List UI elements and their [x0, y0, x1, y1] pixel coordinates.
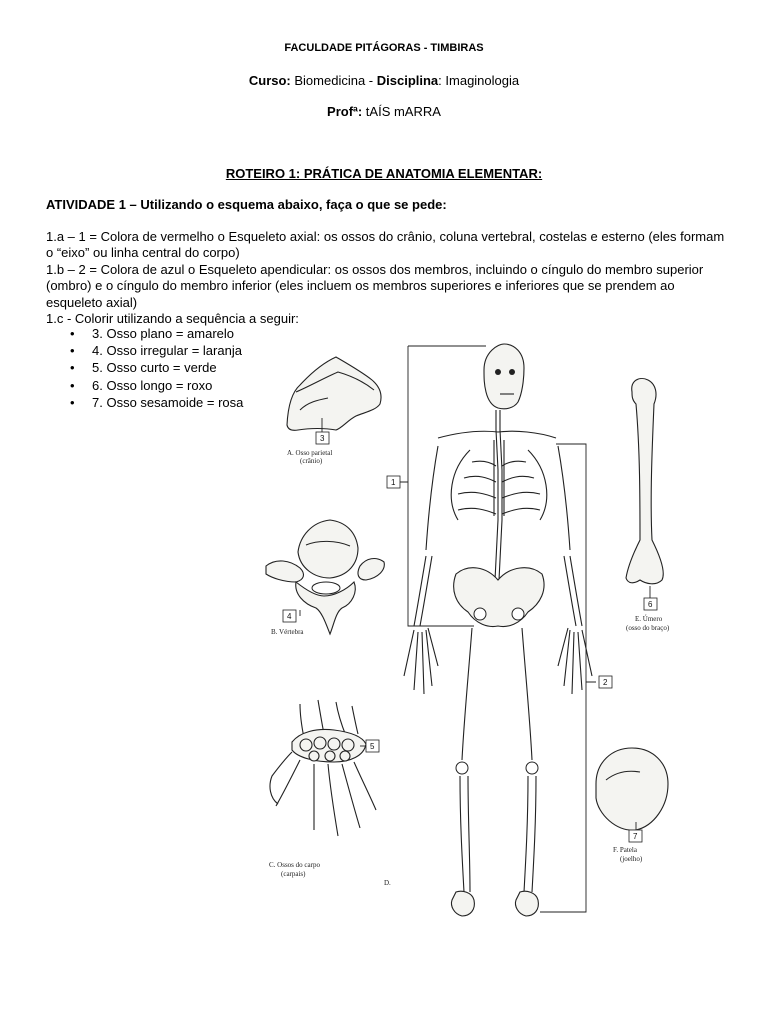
bullet-icon: • — [70, 343, 75, 359]
list-item-text: 3. Osso plano = amarelo — [92, 326, 234, 341]
carpal-bones-illustration — [269, 700, 379, 878]
label-3: 3 — [320, 434, 325, 443]
label-2: 2 — [603, 678, 608, 687]
course-label: Curso: — [248, 73, 291, 88]
caption-carpal-sub: (carpais) — [281, 870, 306, 878]
discipline-value: : Imaginologia — [438, 73, 520, 88]
prof-label: Profª: — [327, 104, 363, 119]
list-item-text: 6. Osso longo = roxo — [92, 377, 213, 393]
bullet-icon: • — [70, 326, 75, 341]
caption-humerus: E. Úmero — [635, 615, 663, 623]
patella-illustration — [596, 748, 668, 863]
label-7: 7 — [633, 832, 638, 841]
caption-vertebra: B. Vértebra — [271, 628, 304, 636]
institution-name: FACULDADE PITÁGORAS - TIMBIRAS — [284, 42, 484, 54]
full-skeleton-illustration — [387, 344, 612, 916]
instruction-1c: 1.c - Colorir utilizando a sequência a seguir: — [46, 311, 299, 326]
activity-title: ATIVIDADE 1 – Utilizando o esquema abaixo, faça o que se pede: — [46, 197, 447, 212]
discipline-label: Disciplina — [376, 73, 439, 88]
label-1: 1 — [391, 478, 396, 487]
vertebra-illustration — [266, 520, 384, 636]
list-item-text: 7. Osso sesamoide = rosa — [92, 394, 244, 410]
parietal-bone-illustration — [287, 357, 381, 465]
prof-value: tAÍS mARRA — [362, 104, 441, 119]
humerus-illustration — [626, 379, 670, 633]
caption-skeleton: D. — [384, 879, 391, 887]
instruction-1b: 1.b – 2 = Colora de azul o Esqueleto apendicular: os ossos dos membros, incluindo o cíngulo do membro superior (ombro) e o cíngulo do membro inferior (eles incluem os membros superiores e inferiores que se prendem ao esqueleto axial) — [46, 262, 704, 310]
bullet-icon: • — [70, 394, 75, 410]
caption-patella: F. Patela — [613, 846, 637, 854]
caption-parietal-sub: (crânio) — [300, 457, 323, 465]
caption-patella-sub: (joelho) — [620, 855, 643, 863]
list-item-text: 4. Osso irregular = laranja — [92, 343, 242, 359]
caption-carpal: C. Ossos do carpo — [269, 861, 320, 869]
instruction-1a: 1.a – 1 = Colora de vermelho o Esqueleto axial: os ossos do crânio, coluna vertebral, costelas e esterno (eles formam o “eixo” ou linha central do corpo) — [46, 229, 725, 261]
caption-humerus-sub: (osso do braço) — [626, 624, 670, 632]
roteiro-title: ROTEIRO 1: PRÁTICA DE ANATOMIA ELEMENTAR: — [225, 166, 543, 181]
label-5: 5 — [370, 742, 375, 751]
caption-parietal: A. Osso parietal — [287, 449, 333, 457]
label-4: 4 — [287, 612, 292, 621]
bullet-icon: • — [70, 360, 75, 376]
label-6: 6 — [648, 600, 653, 609]
bullet-icon: • — [70, 377, 75, 393]
list-item-text: 5. Osso curto = verde — [92, 360, 217, 376]
course-value: Biomedicina - — [290, 73, 377, 88]
